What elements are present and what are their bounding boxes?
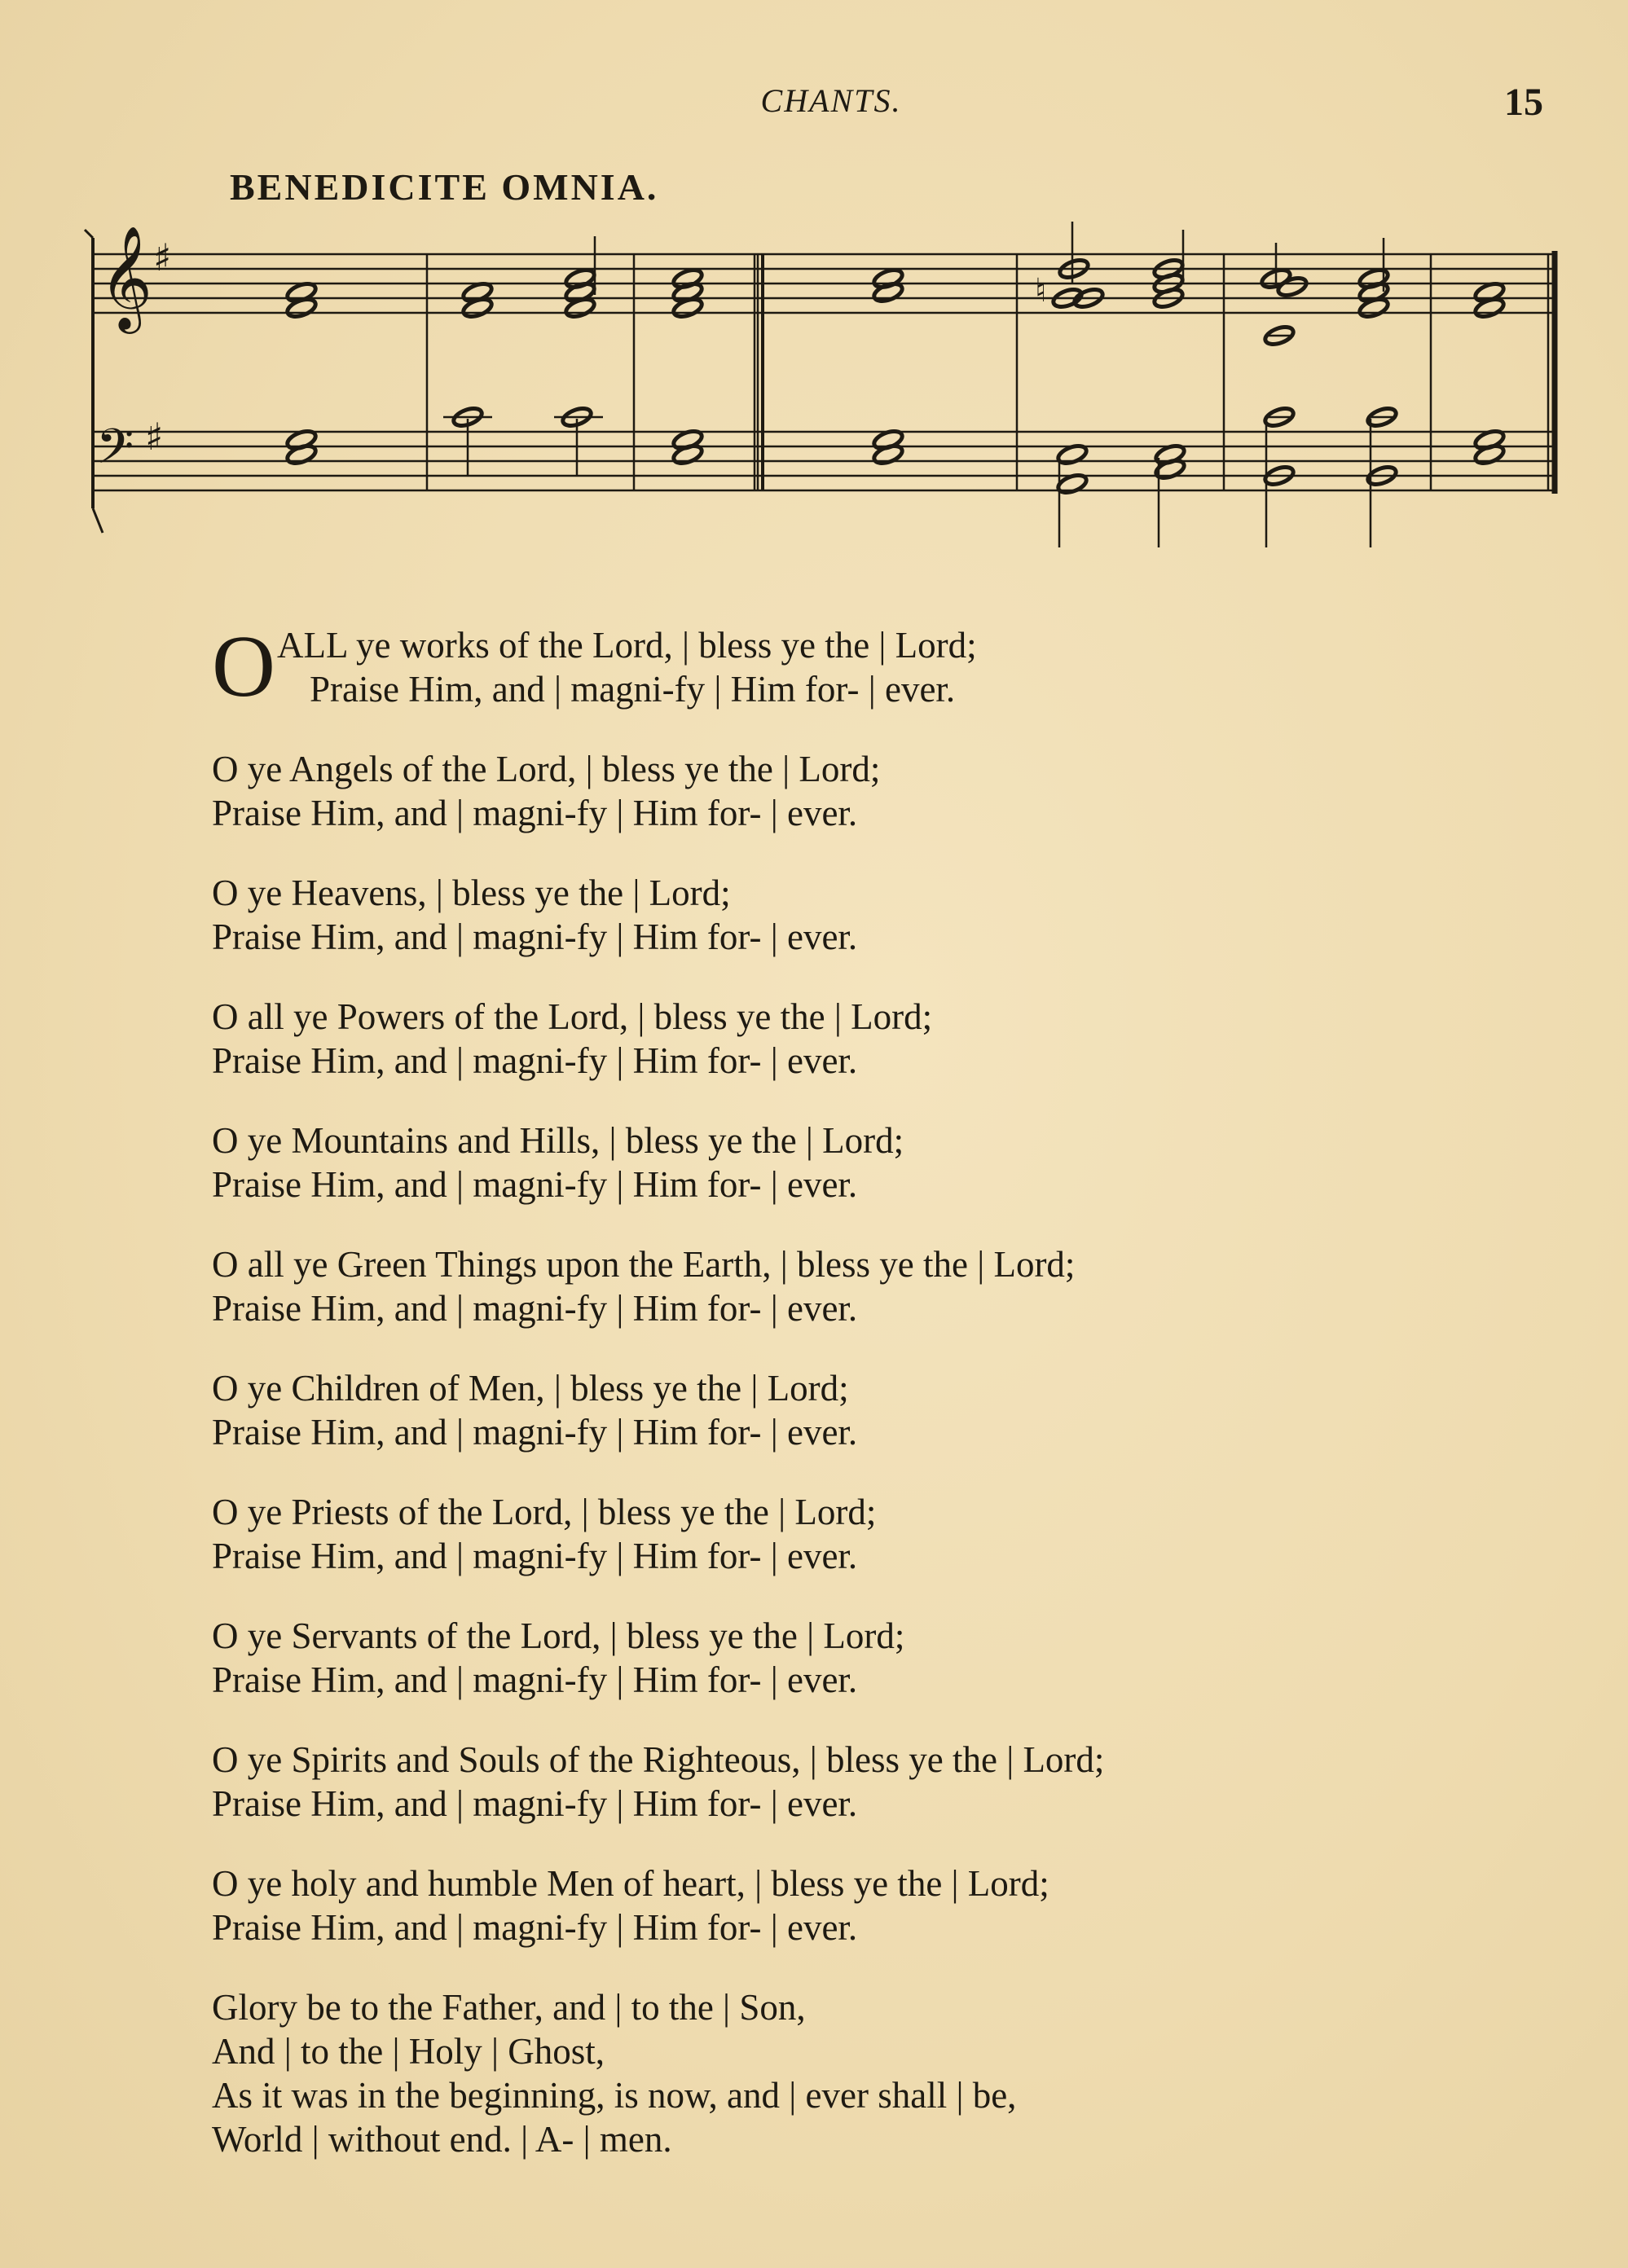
treble-clef-icon: 𝄞 xyxy=(99,225,153,329)
verse-line: O ye Priests of the Lord, | bless ye the | Lord; xyxy=(212,1492,877,1532)
verse-line: O ye holy and humble Men of heart, | bless ye the | Lord; xyxy=(212,1863,1049,1904)
verse-line: Praise Him, and | magni-fy | Him for- | ever. xyxy=(212,1412,858,1453)
verse-line: O ye Servants of the Lord, | bless ye the | Lord; xyxy=(212,1615,905,1656)
verse xyxy=(212,1861,1434,1949)
verse-line: Praise Him, and | magni-fy | Him for- | ever. xyxy=(310,669,956,710)
verse xyxy=(212,995,1434,1083)
verse-line: ALL ye works of the Lord, | bless ye the | Lord; xyxy=(277,625,977,666)
chant-text xyxy=(212,618,1434,2197)
doxology-line: Glory be to the Father, and | to the | Son, xyxy=(212,1987,806,2028)
music-score xyxy=(81,213,1564,556)
verse xyxy=(212,1366,1434,1454)
doxology-line: As it was in the beginning, is now, and | ever shall | be, xyxy=(212,2075,1017,2116)
verse-line: Praise Him, and | magni-fy | Him for- | ever. xyxy=(212,1040,858,1081)
verse-line: Praise Him, and | magni-fy | Him for- | ever. xyxy=(212,1907,858,1948)
doxology xyxy=(212,1985,1434,2161)
verse-line: O ye Spirits and Souls of the Righteous, | bless ye the | Lord; xyxy=(212,1739,1105,1780)
verse-line: Praise Him, and | magni-fy | Him for- | ever. xyxy=(212,1288,858,1329)
verse-line: Praise Him, and | magni-fy | Him for- | ever. xyxy=(212,1659,858,1700)
verse xyxy=(212,747,1434,835)
verse-line: O all ye Powers of the Lord, | bless ye the | Lord; xyxy=(212,996,933,1037)
bass-clef-icon: 𝄢 xyxy=(96,418,134,486)
verse xyxy=(212,1614,1434,1702)
natural-icon: ♮ xyxy=(1035,272,1047,310)
verse xyxy=(212,1490,1434,1578)
verse-line: Praise Him, and | magni-fy | Him for- | ever. xyxy=(212,916,858,957)
verse-line: Praise Him, and | magni-fy | Him for- | ever. xyxy=(212,1536,858,1576)
doxology-line: And | to the | Holy | Ghost, xyxy=(212,2031,605,2072)
verse xyxy=(212,871,1434,959)
verse-line: O all ye Green Things upon the Earth, | bless ye the | Lord; xyxy=(212,1244,1076,1285)
verse xyxy=(212,1119,1434,1207)
drop-cap: O xyxy=(212,618,275,715)
verse-line: O ye Mountains and Hills, | bless ye the | Lord; xyxy=(212,1120,904,1161)
verse xyxy=(212,1738,1434,1826)
running-head: CHANTS. xyxy=(760,82,902,119)
verse-line: Praise Him, and | magni-fy | Him for- | ever. xyxy=(212,1164,858,1205)
verse-line: O ye Heavens, | bless ye the | Lord; xyxy=(212,872,731,913)
chant-title: BENEDICITE OMNIA. xyxy=(230,166,659,208)
verse-1 xyxy=(212,618,1434,715)
verse-line: O ye Angels of the Lord, | bless ye the | Lord; xyxy=(212,749,881,789)
doxology-line: World | without end. | A- | men. xyxy=(212,2119,672,2160)
verse-line: Praise Him, and | magni-fy | Him for- | ever. xyxy=(212,1783,858,1824)
verse-line: Praise Him, and | magni-fy | Him for- | ever. xyxy=(212,793,858,833)
sharp-icon: ♯ xyxy=(145,415,164,459)
sharp-icon: ♯ xyxy=(153,235,172,279)
page-number: 15 xyxy=(1504,81,1543,124)
verse-line: O ye Children of Men, | bless ye the | Lord; xyxy=(212,1368,849,1409)
verse xyxy=(212,1242,1434,1330)
